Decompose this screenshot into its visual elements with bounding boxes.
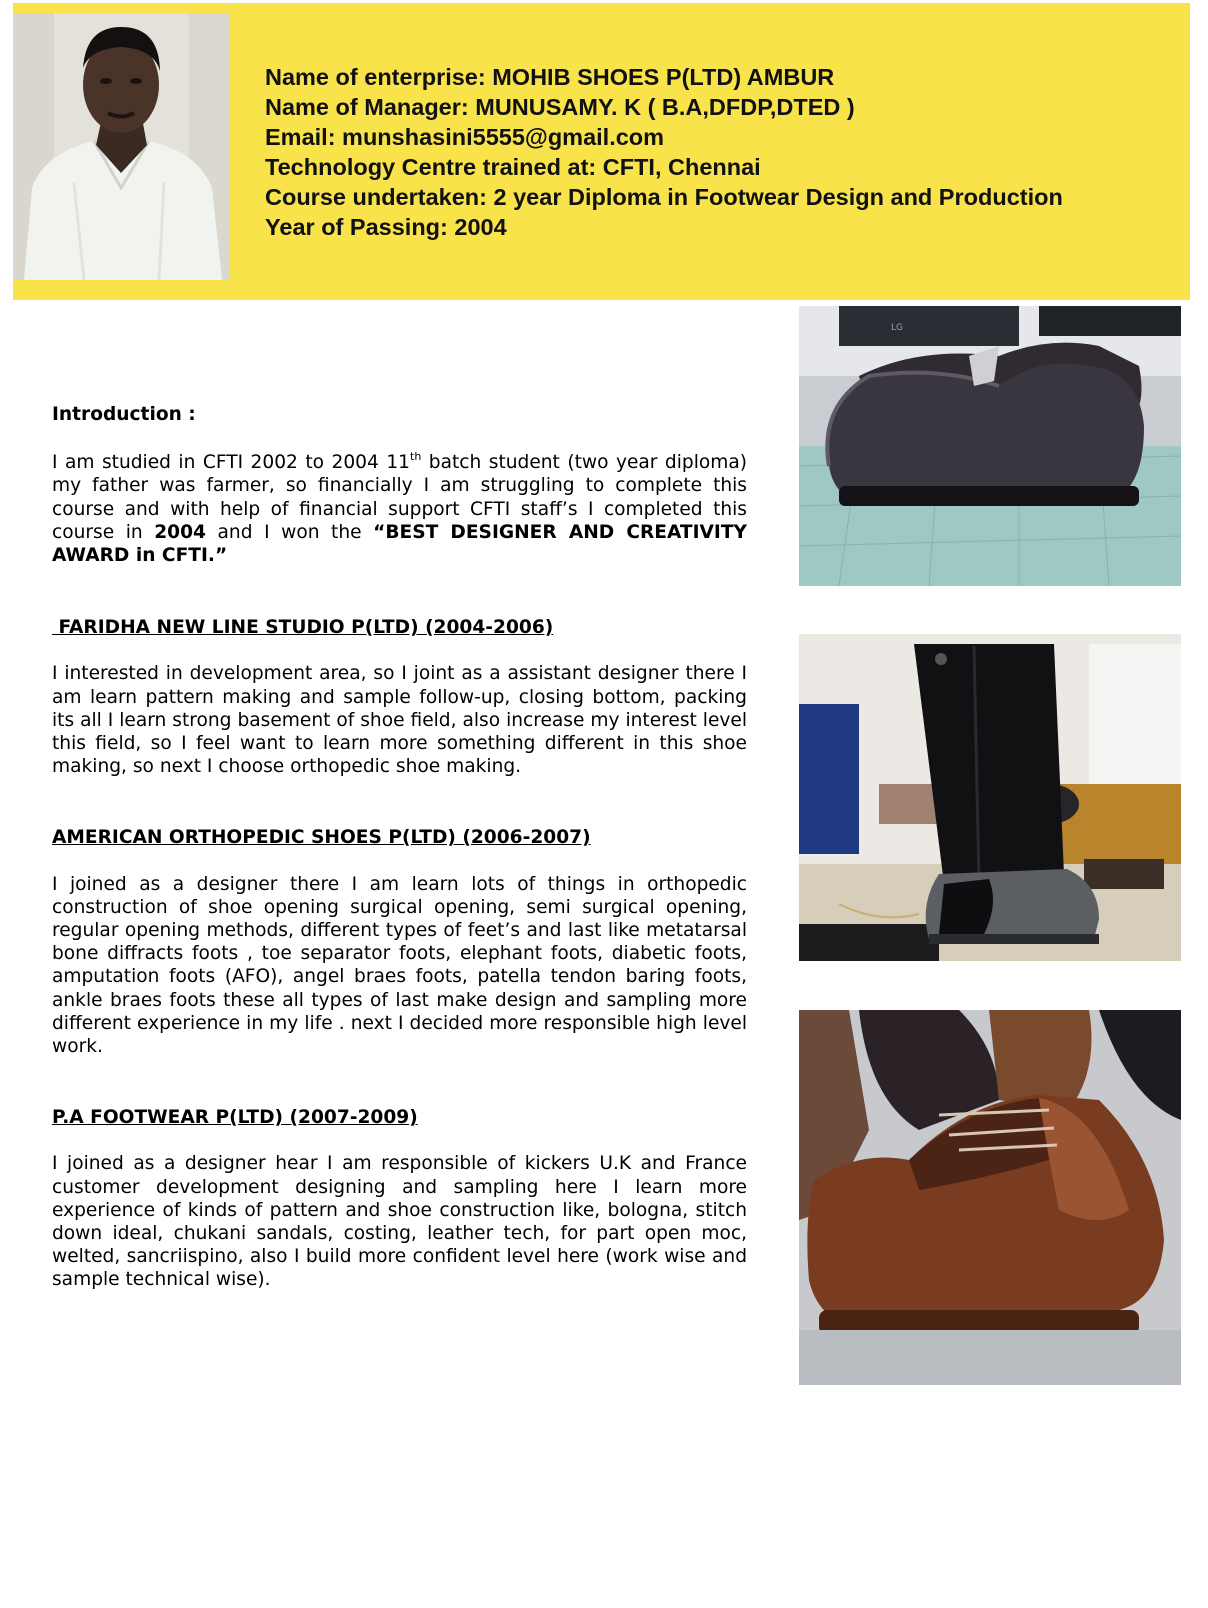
intro-superscript: th bbox=[410, 450, 422, 464]
course-undertaken: Course undertaken: 2 year Diploma in Footwear Design and Production bbox=[265, 184, 1063, 210]
enterprise-name: Name of enterprise: MOHIB SHOES P(LTD) AMBUR bbox=[265, 64, 835, 90]
intro-award: “BEST DESIGNER AND CREATIVITY AWARD in CFTI.” bbox=[52, 521, 747, 567]
section-text-american: I joined as a designer there I am learn lots of things in orthopedic construction of shoe opening surgical opening, semi surgical opening, regular opening methods, different types of feet’s and last like metatarsal bone diffracts foots , toe separator foots, elephant foots, diabetic foots, amputation foots (AFO), angel braes foots, patella tendon baring foots, ankle braes foots these all types of last make design and sampling more different experience in my life . next I decided more responsible high level work. bbox=[52, 873, 747, 1058]
main-content bbox=[52, 403, 747, 1292]
intro-year: 2004 bbox=[154, 521, 206, 543]
tall-boot-photo bbox=[799, 634, 1181, 961]
section-heading-faridha: FARIDHA NEW LINE STUDIO P(LTD) (2004-2006) bbox=[52, 617, 554, 639]
introduction-heading: Introduction : bbox=[52, 404, 196, 425]
section-text-pa-footwear: I joined as a designer hear I am responsible of kickers U.K and France customer development designing and sampling here I learn more experience of kinds of pattern and shoe construction like, bologna, stitch down ideal, chukani sandals, costing, leather tech, for part open moc, welted, sancriispino, also I build more confident level here (work wise and sample technical wise). bbox=[52, 1153, 747, 1291]
intro-text-a: I am studied in CFTI 2002 to 2004 11 bbox=[52, 452, 410, 474]
section-heading-pa-footwear: P.A FOOTWEAR P(LTD) (2007-2009) bbox=[52, 1107, 418, 1129]
monitor-brand: LG bbox=[891, 323, 903, 333]
manager-name: Name of Manager: MUNUSAMY. K ( B.A,DFDP,DTED ) bbox=[265, 94, 855, 120]
brown-oxford-photo bbox=[799, 1010, 1181, 1385]
profile-photo bbox=[14, 13, 229, 280]
black-loafer-photo bbox=[799, 306, 1181, 586]
enterprise-info bbox=[265, 62, 1165, 242]
introduction-paragraph bbox=[52, 451, 747, 567]
section-text-faridha: I interested in development area, so I joint as a assistant designer there I am learn pattern making and sample follow-up, closing bottom, packing its all I learn strong basement of shoe field, also increase my interest level this field, so I feel want to learn more something different in this shoe making, so next I choose orthopedic shoe making. bbox=[52, 663, 747, 778]
email-line: Email: munshasini5555@gmail.com bbox=[265, 124, 665, 150]
intro-text-b: batch student (two year diploma) my father was farmer, so financially I am struggling to complete this course and with help of financial support CFTI staff’s I completed this course in bbox=[52, 452, 748, 543]
technology-centre: Technology Centre trained at: CFTI, Chennai bbox=[265, 154, 761, 180]
year-of-passing: Year of Passing: 2004 bbox=[265, 214, 507, 240]
section-heading-american: AMERICAN ORTHOPEDIC SHOES P(LTD) (2006-2007) bbox=[52, 827, 591, 849]
intro-text-c: and I won the bbox=[205, 521, 374, 543]
